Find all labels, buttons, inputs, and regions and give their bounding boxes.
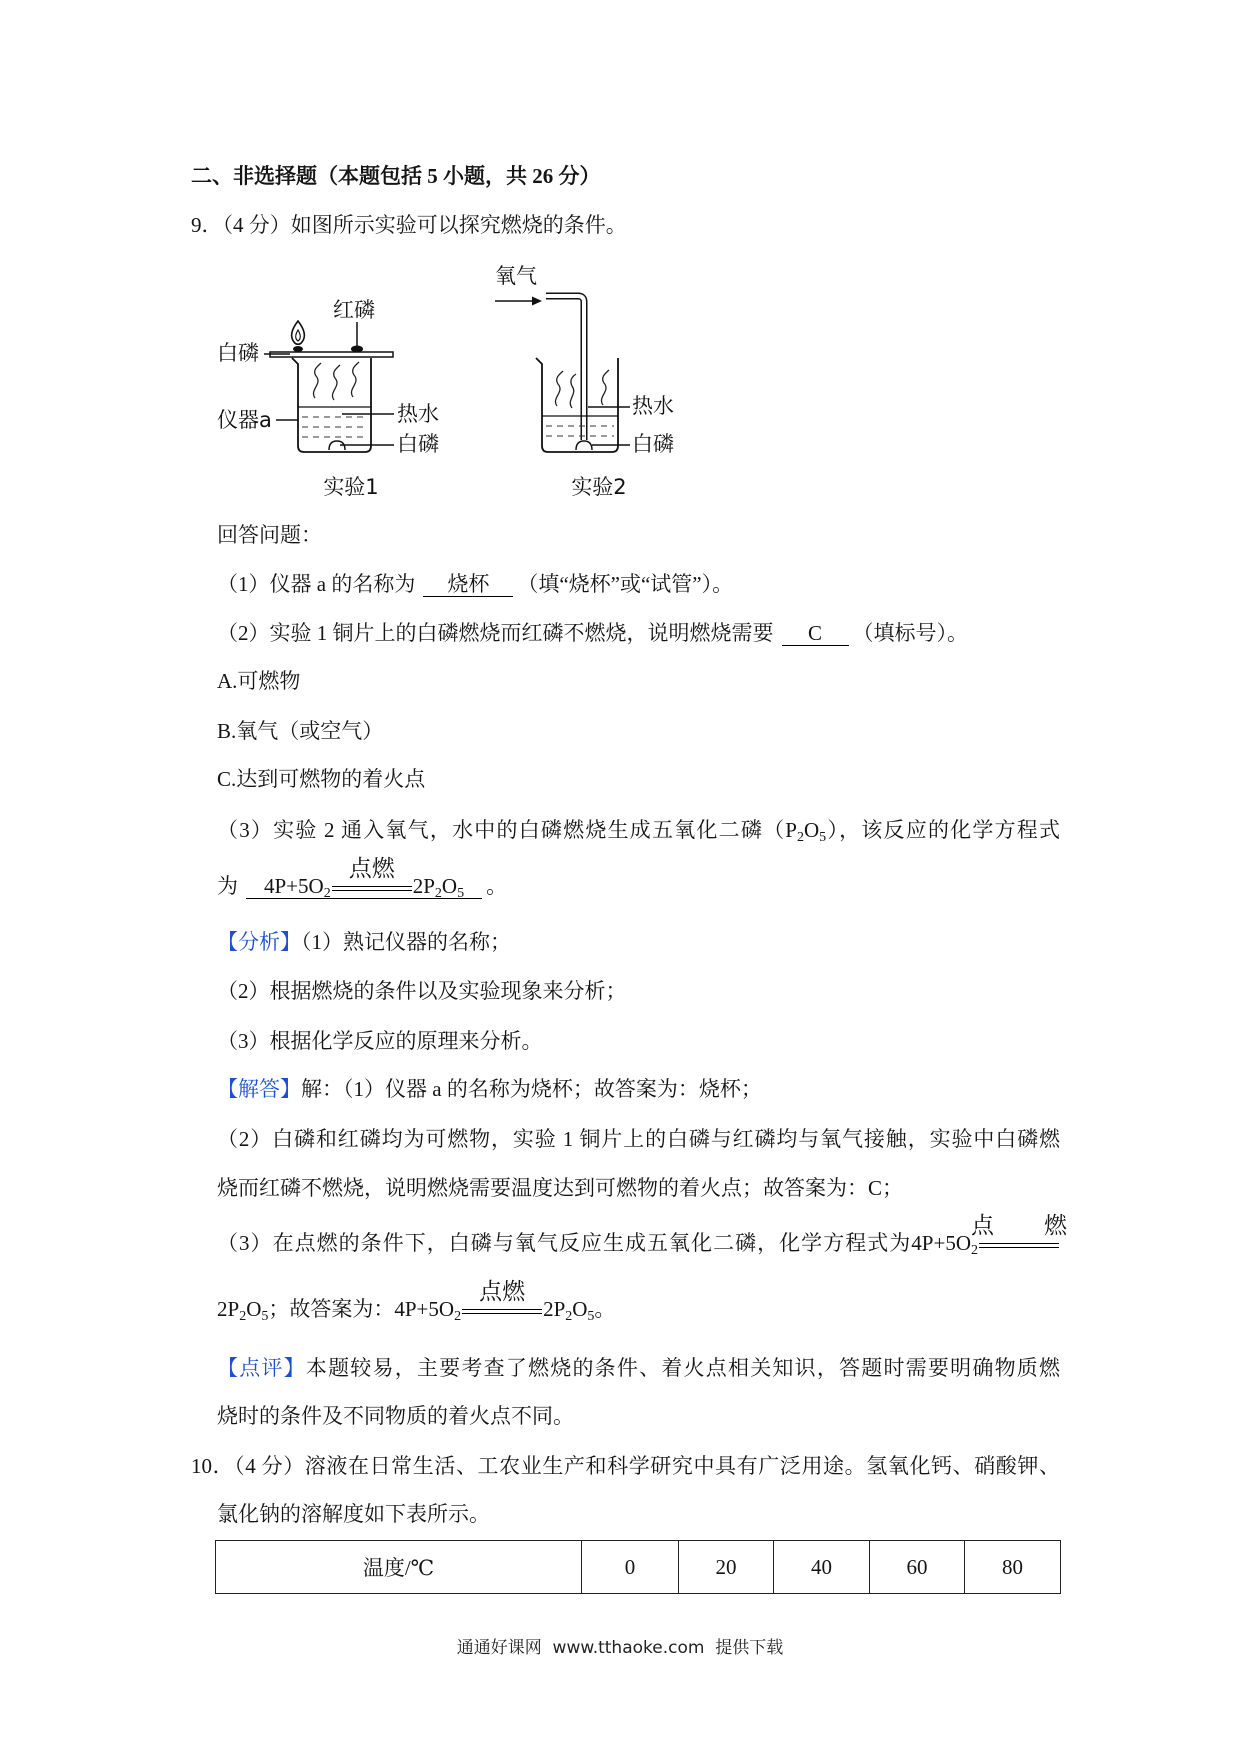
section-heading: 二、非选择题（本题包括 5 小题，共 26 分） [191, 164, 601, 188]
white-phosphorus-water-label: 白磷 [397, 432, 439, 456]
sub-question-1-hint: （填“烧杯”或“试管”）。 [517, 572, 734, 596]
sub-question-3-line-2 [217, 855, 508, 901]
question-9-stem: 9．（4 分）如图所示实验可以探究燃烧的条件。 [191, 213, 627, 237]
analysis-text: （1）熟记仪器的名称； [301, 930, 511, 954]
solution-text-end: 。 [594, 1297, 616, 1321]
reaction-condition: 点燃 [479, 1278, 526, 1305]
reaction-double-line [332, 855, 412, 891]
answer-prompt: 回答问题： [217, 523, 322, 547]
red-phosphorus-label: 红磷 [333, 298, 375, 322]
white-phosphorus-label: 白磷 [632, 432, 674, 456]
arrow-right-icon [532, 297, 542, 306]
reaction-double-line [971, 1212, 1067, 1248]
option-c: C.达到可燃物的着火点 [217, 767, 426, 791]
solution-line-1 [217, 1075, 762, 1103]
vapor-line [313, 363, 321, 398]
glass-tube-outline [546, 296, 584, 440]
equation-products: O [246, 1297, 262, 1321]
table-cell: 60 [870, 1541, 965, 1594]
equation-products: O [572, 1297, 588, 1321]
equation-products: 2P [543, 1297, 566, 1321]
question-10-stem-line-2: 氯化钠的溶解度如下表所示。 [217, 1502, 490, 1526]
sub-question-3-text-end: ），该反应的化学方程式 [826, 818, 1061, 842]
solution-text: （3）在点燃的条件下，白磷与氧气反应生成五氧化二磷，化学方程式为 [217, 1231, 912, 1255]
experiment-1-diagram [217, 298, 439, 499]
solution-text: 解：（1）仪器 a 的名称为烧杯；故答案为：烧杯； [301, 1077, 762, 1101]
table-row [216, 1541, 1061, 1594]
formula-subscript: 2 [796, 830, 804, 845]
sub-question-1-text: （1）仪器 a 的名称为 [217, 572, 416, 596]
page-footer: 通通好课网 www.tthaoke.com 提供下载 [456, 1638, 784, 1658]
sub-question-2 [217, 619, 968, 647]
sub-question-3-prefix: 为 [217, 874, 238, 898]
comment-line-2: 烧时的条件及不同物质的着火点不同。 [217, 1404, 574, 1428]
inner-flame-icon [296, 330, 301, 341]
white-phosphorus-on-plate [293, 346, 303, 352]
option-b: B.氧气（或空气） [217, 719, 384, 743]
equation-subscript: 2 [454, 1309, 462, 1324]
vapor-line [601, 370, 609, 405]
red-phosphorus-on-plate [351, 346, 363, 353]
solution-tag: 【解答】 [217, 1077, 301, 1101]
equation-products: 2P [412, 874, 435, 898]
solution-line-4 [217, 1212, 1067, 1258]
hot-water-label: 热水 [632, 394, 674, 418]
vapor-line [555, 371, 563, 406]
experiment-2-caption: 实验2 [571, 475, 627, 499]
sub-question-3-suffix: 。 [486, 874, 508, 898]
solubility-table [215, 1540, 1061, 1594]
comment-line-1 [217, 1354, 1060, 1382]
vapor-line [351, 362, 359, 397]
white-phosphorus-plate-label: 白磷 [217, 341, 259, 365]
analysis-line-1 [217, 928, 511, 956]
solution-line-3: 烧而红磷不燃烧，说明燃烧需要温度达到可燃物的着火点；故答案为：C； [217, 1176, 904, 1200]
formula-subscript: 5 [819, 830, 827, 845]
combustion-experiment-figure [200, 250, 700, 510]
solution-line-2: （2）白磷和红磷均为可燃物，实验 1 铜片上的白磷与红磷均与氧气接触，实验中白磷燃 [217, 1127, 1060, 1151]
sub-question-3-line-1 [217, 816, 1060, 844]
formula-text: O [803, 818, 820, 842]
analysis-line-3: （3）根据化学反应的原理来分析。 [217, 1029, 543, 1053]
comment-tag: 【点评】 [217, 1356, 306, 1380]
beaker-2 [536, 358, 618, 452]
sub-question-1 [217, 570, 733, 598]
sub-question-1-answer: 烧杯 [423, 572, 513, 597]
equation-reactants: 4P+5O [394, 1297, 455, 1321]
equation-subscript: 2 [434, 886, 442, 901]
equation-subscript: 2 [971, 1243, 978, 1258]
beaker-1 [292, 358, 371, 452]
equation-subscript: 5 [457, 886, 465, 901]
vapor-line [570, 374, 576, 408]
glass-tube-bore [546, 296, 584, 440]
white-phosphorus-at-tube [576, 441, 592, 450]
table-cell: 20 [679, 1541, 774, 1594]
equation-subscript: 2 [565, 1309, 573, 1324]
reaction-double-line [462, 1278, 542, 1314]
sub-question-2-text: （2）实验 1 铜片上的白磷燃烧而红磷不燃烧，说明燃烧需要 [217, 621, 774, 645]
equation-reactants: 4P+5O [264, 874, 324, 898]
equation-subscript: 5 [587, 1309, 595, 1324]
table-cell: 温度/℃ [216, 1541, 582, 1594]
comment-text: 本题较易，主要考查了燃烧的条件、着火点相关知识，答题时需要明确物质燃 [305, 1356, 1061, 1380]
analysis-tag: 【分析】 [217, 930, 301, 954]
sub-question-3-text: （3）实验 2 通入氧气，水中的白磷燃烧生成五氧化二磷（ [217, 818, 786, 842]
equation-subscript: 2 [239, 1309, 247, 1324]
equation-reactants: 4P+5O [911, 1231, 971, 1255]
solution-line-5 [217, 1278, 616, 1324]
equation-products: 2P [217, 1297, 240, 1321]
experiment-1-caption: 实验1 [323, 475, 379, 499]
option-a: A.可燃物 [217, 669, 301, 693]
formula-text: P [785, 818, 797, 842]
vapor-line [332, 365, 340, 400]
equation-subscript: 2 [323, 886, 331, 901]
table-cell: 80 [965, 1541, 1061, 1594]
analysis-line-2: （2）根据燃烧的条件以及实验现象来分析； [217, 979, 627, 1003]
sub-question-2-answer: C [782, 621, 849, 646]
oxygen-label: 氧气 [495, 264, 537, 288]
experiment-2-diagram [495, 264, 674, 499]
hot-water-label: 热水 [397, 402, 439, 426]
equation-products: O [441, 874, 458, 898]
solution-text: ；故答案为： [268, 1297, 395, 1321]
reaction-condition: 点燃 [348, 855, 395, 882]
table-cell: 0 [582, 1541, 679, 1594]
equation-subscript: 5 [261, 1309, 269, 1324]
sub-question-3-answer [246, 855, 482, 901]
instrument-a-label: 仪器a [217, 408, 272, 432]
table-cell: 40 [774, 1541, 870, 1594]
reaction-condition: 点燃 [971, 1212, 1067, 1239]
question-10-stem-line-1: 10．（4 分）溶液在日常生活、工农业生产和科学研究中具有广泛用途。氢氧化钙、硝酸钾、 [191, 1454, 1060, 1478]
sub-question-2-hint: （填标号）。 [852, 621, 968, 645]
